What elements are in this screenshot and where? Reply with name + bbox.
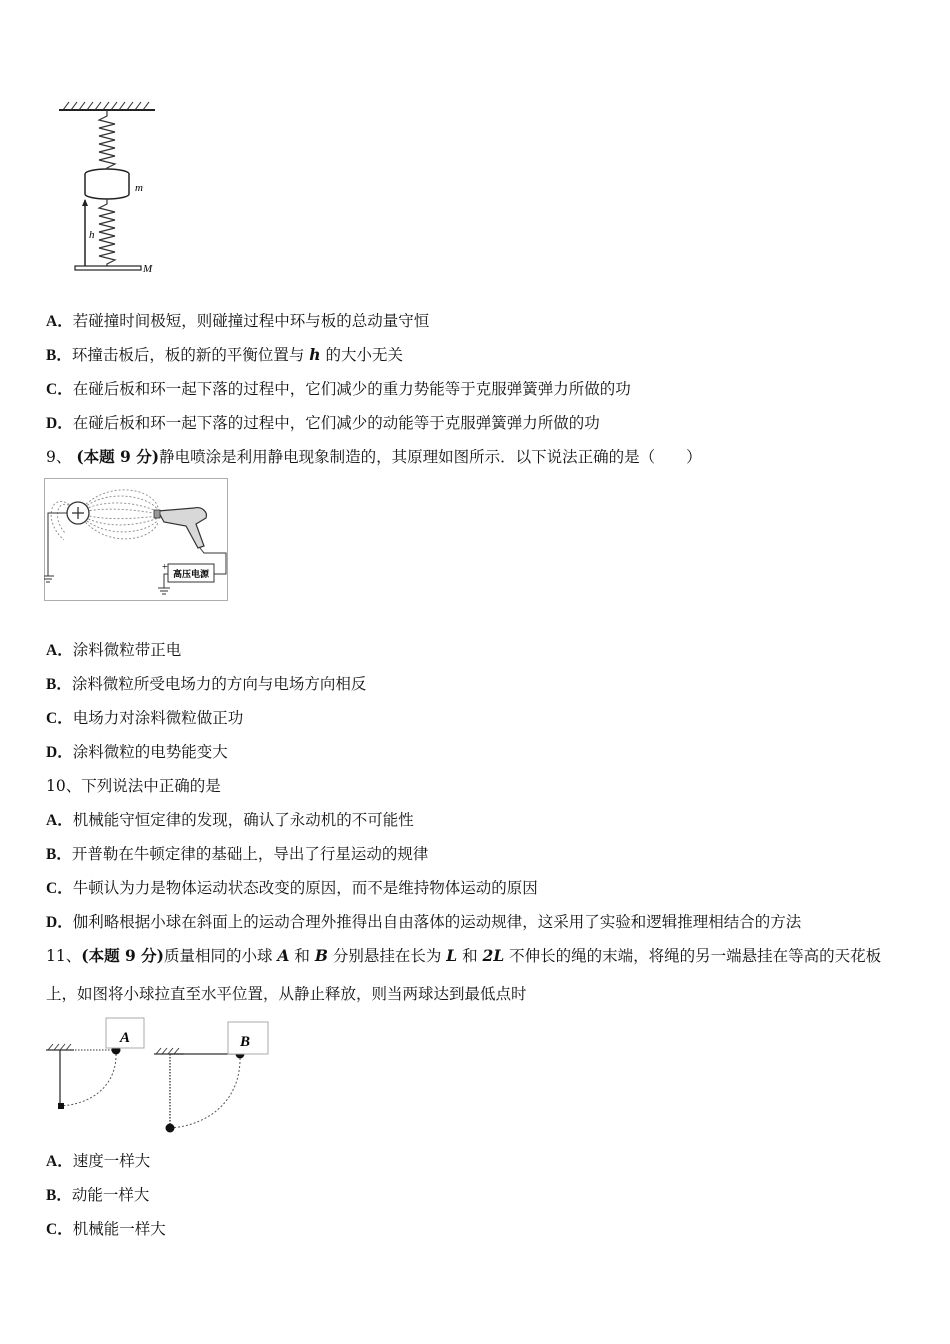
q11-option-b: B．动能一样大 [46,1186,150,1204]
q8-option-c: C．在碰后板和环一起下落的过程中，它们减少的重力势能等于克服弹簧弹力所做的功 [46,380,631,398]
q9-option-c: C．电场力对涂料微粒做正功 [46,709,244,727]
q10-stem: 10、下列说法中正确的是 [46,777,221,795]
plate-label-M: M [143,263,153,275]
height-label-h: h [89,229,95,241]
q9-option-d: D．涂料微粒的电势能变大 [46,743,228,761]
positive-terminal-sign: + [162,562,168,573]
q11-option-c: C．机械能一样大 [46,1220,166,1238]
two-pendulums-figure [44,1014,274,1138]
q8-option-d: D．在碰后板和环一起下落的过程中，它们减少的动能等于克服弹簧弹力所做的功 [46,414,600,432]
ball-a-label: A [120,1030,131,1046]
q9-stem: 9、 (本题 9 分)静电喷涂是利用静电现象制造的，其原理如图所示．以下说法正确的是（ ） [46,447,702,466]
spring-ring-plate-figure [55,100,165,280]
q8-option-b: B．环撞击板后，板的新的平衡位置与 h 的大小无关 [46,345,403,364]
q9-option-a: A．涂料微粒带正电 [46,641,182,659]
mass-label-m: m [135,182,143,194]
electrostatic-spray-figure [44,478,230,606]
q10-option-c: C．牛顿认为力是物体运动状态改变的原因，而不是维持物体运动的原因 [46,879,538,897]
q11-stem-line1: 11、(本题 9 分)质量相同的小球 A 和 B 分别悬挂在长为 L 和 2L 不伸长的绳的末端，将绳的另一端悬挂在等高的天花板 [46,946,882,965]
q11-option-a: A．速度一样大 [46,1152,151,1170]
q9-option-b: B．涂料微粒所受电场力的方向与电场方向相反 [46,675,367,693]
q10-option-a: A．机械能守恒定律的发现，确认了永动机的不可能性 [46,811,414,829]
q8-option-a: A．若碰撞时间极短，则碰撞过程中环与板的总动量守恒 [46,312,430,330]
high-voltage-source-label: 高压电源 [172,569,210,579]
q10-option-b: B．开普勒在牛顿定律的基础上，导出了行星运动的规律 [46,845,429,863]
q11-stem-line2: 上，如图将小球拉直至水平位置，从静止释放，则当两球达到最低点时 [46,985,527,1003]
ball-b-label: B [240,1034,251,1050]
q10-option-d: D．伽利略根据小球在斜面上的运动合理外推得出自由落体的运动规律，这采用了实验和逻辑推理相结合的方法 [46,913,802,931]
